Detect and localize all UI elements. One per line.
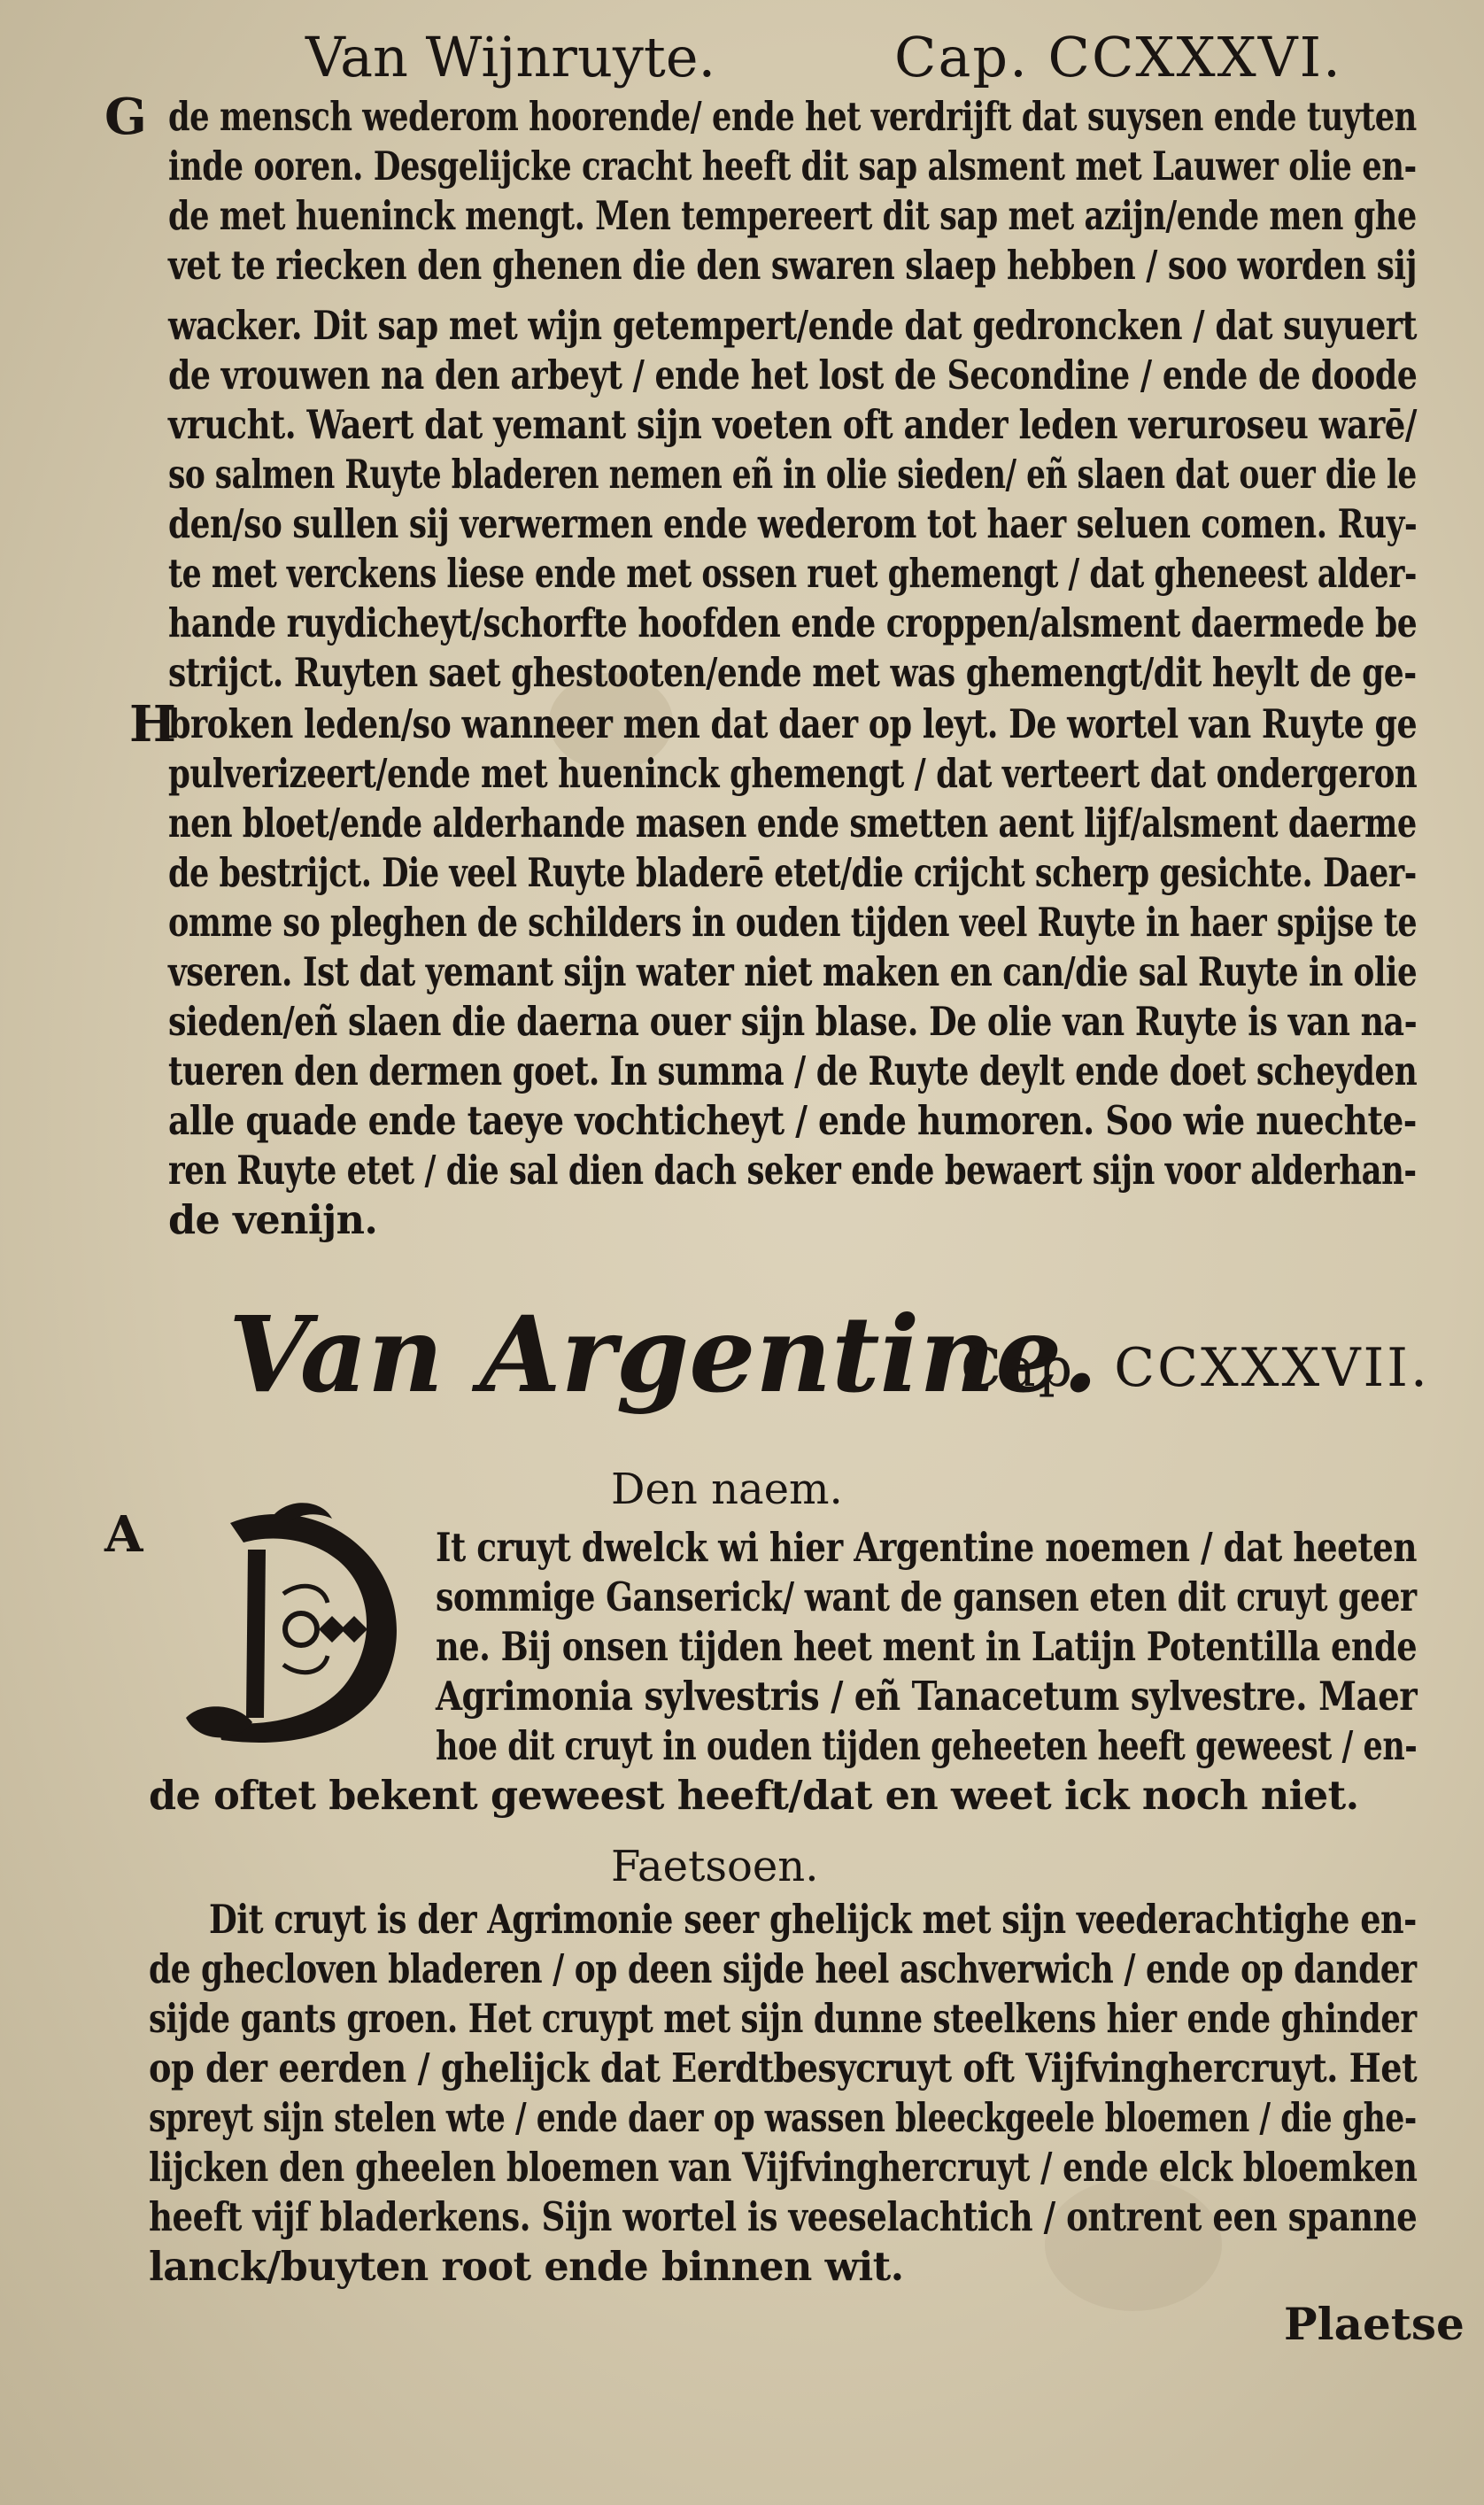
text-line: den/so sullen sij verwermen ende wederom tot haer seluen comen. Ruy- bbox=[168, 501, 1418, 547]
text-line: alle quade ende taeye vochticheyt / ende humoren. Soo wie nuechte- bbox=[168, 1098, 1417, 1144]
text-line: broken leden/so wanneer men dat daer op leyt. De wortel van Ruyte ge bbox=[168, 701, 1418, 747]
text-line: ne. Bij onsen tijden heet ment in Latijn Potentilla ende bbox=[436, 1624, 1418, 1670]
margin-letter-a: A bbox=[104, 1505, 143, 1564]
chapter-number: Cap. CCXXXVII. bbox=[961, 1337, 1430, 1399]
text-line: de met hueninck mengt. Men tempereert dit sap met azijn/ende men ghe bbox=[168, 193, 1417, 239]
text-line: de venijn. bbox=[168, 1197, 378, 1243]
text-line: de vrouwen na den arbeyt / ende het lost de Secondine / ende de doode bbox=[168, 352, 1418, 398]
text-line: so salmen Ruyte bladeren nemen eñ in olie sieden/ eñ slaen dat ouer die le bbox=[168, 452, 1417, 498]
subheading-shape: Faetsoen. bbox=[611, 1842, 819, 1891]
text-line: omme so pleghen de schilders in ouden tijden veel Ruyte in haer spijse te bbox=[168, 900, 1418, 946]
text-line: lanck/buyten root ende binnen wit. bbox=[149, 2244, 904, 2290]
margin-letter-h: H bbox=[129, 695, 176, 754]
text-line: pulverizeert/ende met hueninck ghemengt / dat verteert dat ondergeron bbox=[168, 751, 1418, 797]
text-line: It cruyt dwelck wi hier Argentine noemen / dat heeten bbox=[436, 1525, 1418, 1571]
text-line: lijcken den gheelen bloemen van Vijfvinghercruyt / ende elck bloemken bbox=[149, 2145, 1418, 2191]
text-line: sieden/eñ slaen die daerna ouer sijn blase. De olie van Ruyte is van na- bbox=[168, 999, 1418, 1045]
text-line: vseren. Ist dat yemant sijn water niet maken en can/die sal Ruyte in olie bbox=[168, 949, 1418, 995]
text-line: ren Ruyte etet / die sal dien dach seker ende bewaert sijn voor alderhan- bbox=[168, 1148, 1417, 1194]
text-line: hoe dit cruyt in ouden tijden geheeten heeft geweest / en- bbox=[436, 1723, 1418, 1769]
text-line: Dit cruyt is der Agrimonie seer ghelijck met sijn veederachtighe en- bbox=[209, 1897, 1417, 1943]
text-line: vet te riecken den ghenen die den swaren slaep hebben / soo worden sij bbox=[168, 243, 1417, 289]
running-header-title: Van Wijnruyte. bbox=[305, 25, 716, 89]
margin-letter-g: G bbox=[104, 88, 147, 146]
decorated-initial-d bbox=[168, 1496, 434, 1753]
text-line: spreyt sijn stelen wte / ende daer op wassen bleeckgeele bloemen / die ghe- bbox=[149, 2095, 1417, 2141]
text-line: de mensch wederom hoorende/ ende het verdrijft dat suysen ende tuyten bbox=[168, 94, 1417, 140]
text-line: te met verckens liese ende met ossen ruet ghemengt / dat gheneest alder- bbox=[168, 551, 1417, 597]
text-line: wacker. Dit sap met wijn getempert/ende dat gedroncken / dat suyuert bbox=[168, 303, 1417, 349]
text-line: sijde gants groen. Het cruypt met sijn dunne steelkens hier ende ghinder bbox=[149, 1996, 1417, 2042]
text-line: vrucht. Waert dat yemant sijn voeten oft ander leden veruroseu warē/ bbox=[168, 402, 1417, 448]
text-line: inde ooren. Desgelijcke cracht heeft dit sap alsment met Lauwer olie en- bbox=[168, 143, 1417, 189]
text-line: strijct. Ruyten saet ghestooten/ende met was ghemengt/dit heylt de ge- bbox=[168, 650, 1417, 696]
text-line: hande ruydicheyt/schorfte hoofden ende croppen/alsment daermede be bbox=[168, 600, 1418, 646]
text-line: de bestrijct. Die veel Ruyte bladerē etet/die crijcht scherp gesichte. Daer- bbox=[168, 850, 1417, 896]
text-line: op der eerden / ghelijck dat Eerdtbesycruyt oft Vijfvinghercruyt. Het bbox=[149, 2045, 1418, 2091]
text-line: sommige Ganserick/ want de gansen eten dit cruyt geer bbox=[436, 1574, 1417, 1620]
text-line: tueren den dermen goet. In summa / de Ruyte deylt ende doet scheyden bbox=[168, 1048, 1418, 1094]
catchword: Plaetse bbox=[1284, 2298, 1465, 2350]
text-line: Agrimonia sylvestris / eñ Tanacetum sylvestre. Maer bbox=[436, 1674, 1418, 1720]
running-header-chapter: Cap. CCXXXVI. bbox=[894, 25, 1342, 89]
text-line: de oftet bekent geweest heeft/dat en weet ick noch niet. bbox=[149, 1773, 1359, 1819]
subheading-name: Den naem. bbox=[611, 1465, 843, 1514]
text-line: de ghecloven bladeren / op deen sijde heel aschverwich / ende op dander bbox=[149, 1946, 1417, 1992]
text-line: nen bloet/ende alderhande masen ende smetten aent lijf/alsment daerme bbox=[168, 800, 1417, 847]
chapter-title: Van Argentine. bbox=[228, 1293, 1099, 1416]
text-line: heeft vijf bladerkens. Sijn wortel is veeselachtich / ontrent een spanne bbox=[149, 2194, 1418, 2240]
